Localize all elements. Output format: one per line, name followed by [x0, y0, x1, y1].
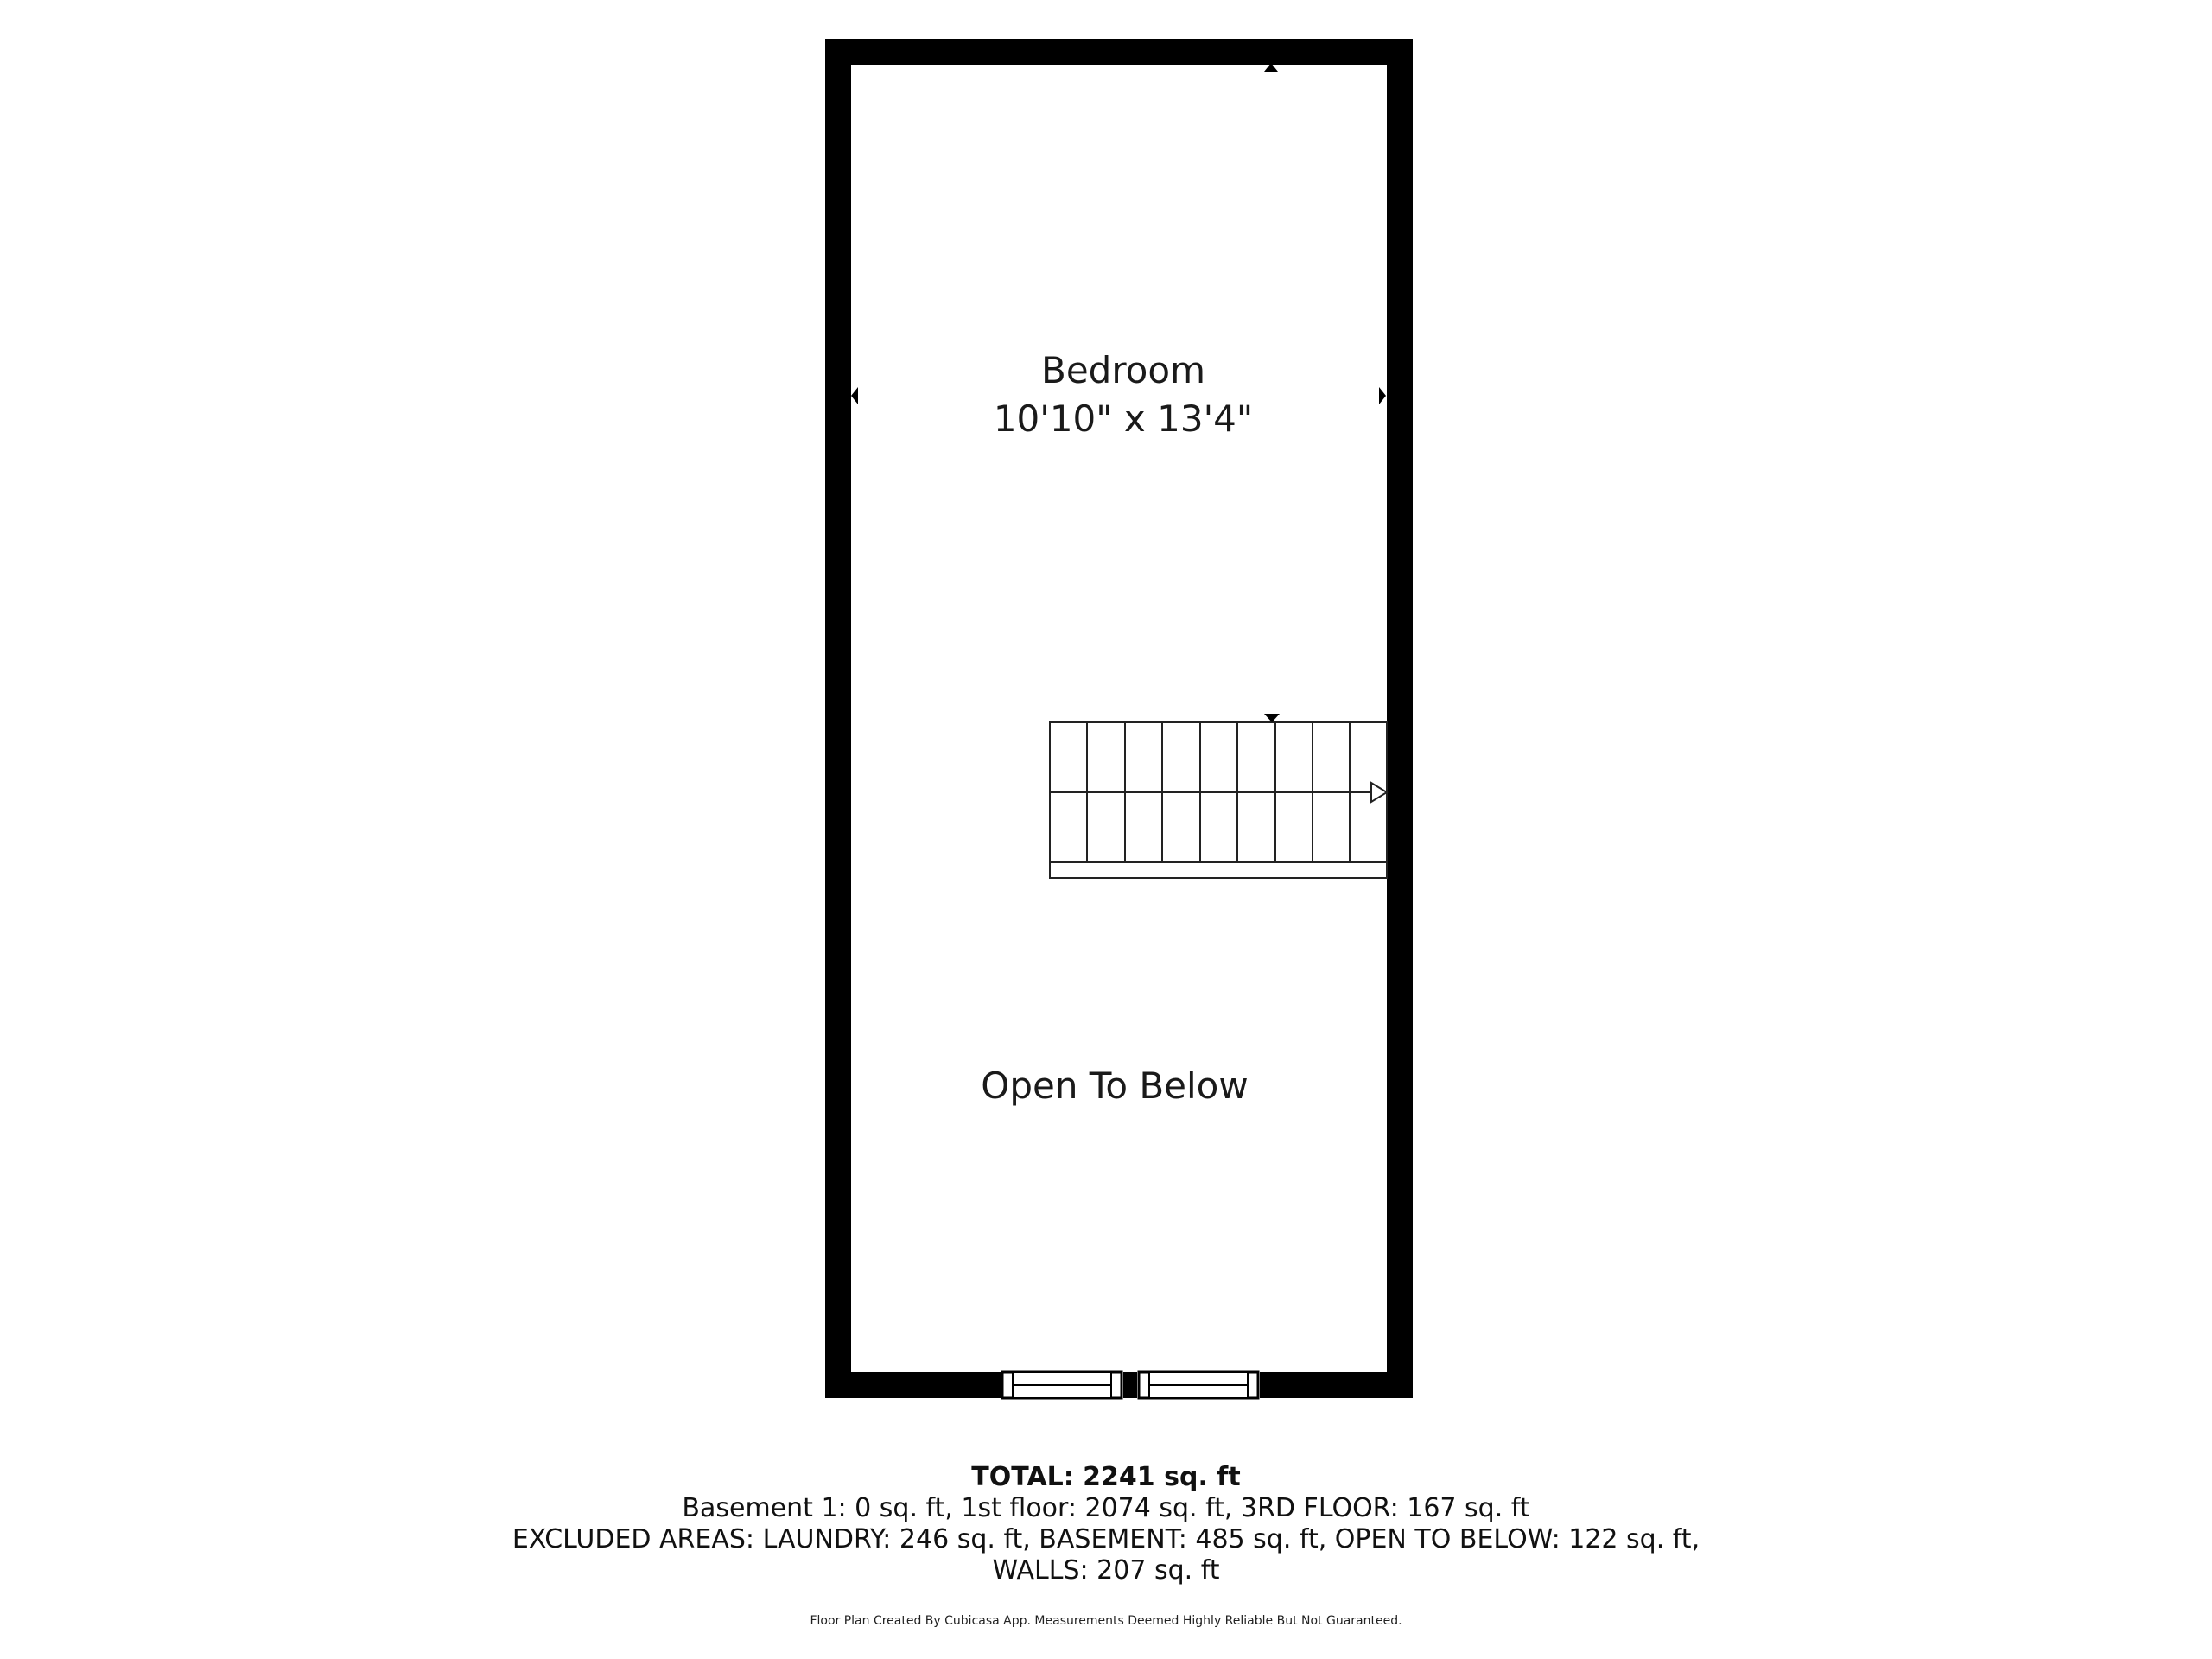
- walls-area: WALLS: 207 sq. ft: [992, 1555, 1220, 1586]
- bedroom-dimensions: 10'10" x 13'4": [993, 397, 1254, 440]
- marker-stair-icon: [1264, 714, 1280, 722]
- marker-left-icon: [851, 387, 858, 404]
- exterior-walls: [825, 39, 1413, 1398]
- credit-note: Floor Plan Created By Cubicasa App. Measurements Deemed Highly Reliable But Not Guaranteed.: [810, 1614, 1402, 1628]
- marker-right-icon: [1379, 387, 1386, 404]
- window: [1001, 1370, 1260, 1400]
- excluded-areas: EXCLUDED AREAS: LAUNDRY: 246 sq. ft, BASEMENT: 485 sq. ft, OPEN TO BELOW: 122 sq. ft,: [512, 1524, 1700, 1554]
- staircase: [1050, 722, 1387, 878]
- open-to-below-label: Open To Below: [981, 1065, 1249, 1107]
- bedroom-label: Bedroom: [1041, 349, 1205, 391]
- total-area: TOTAL: 2241 sq. ft: [971, 1462, 1241, 1492]
- floor-areas: Basement 1: 0 sq. ft, 1st floor: 2074 sq. ft, 3RD FLOOR: 167 sq. ft: [682, 1493, 1530, 1523]
- area-summary: [0, 1462, 2212, 1586]
